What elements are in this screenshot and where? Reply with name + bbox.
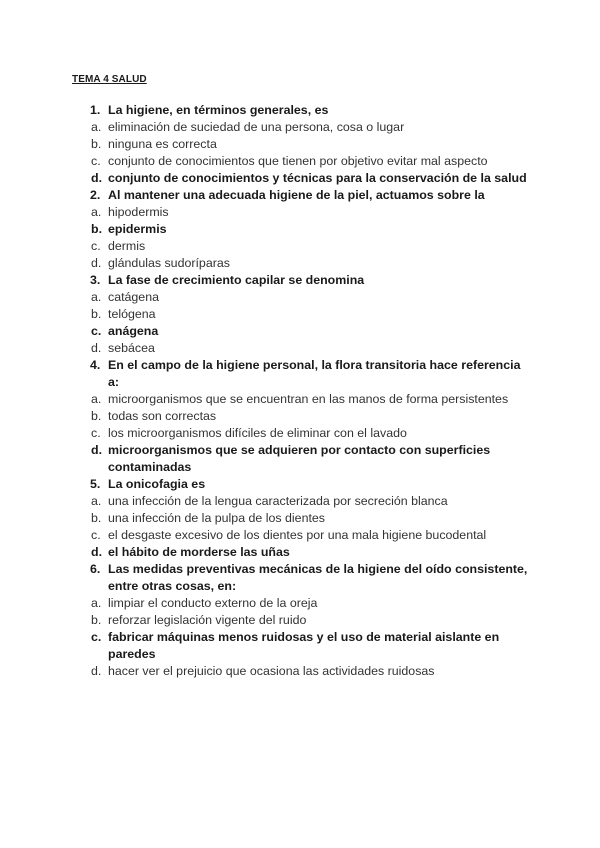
option-list (72, 493, 532, 561)
option-letter: c. (91, 239, 101, 253)
answer-option-correct (72, 442, 532, 476)
option-letter: a. (91, 494, 102, 508)
option-letter: d. (91, 545, 103, 559)
option-letter: a. (91, 205, 102, 219)
answer-option (72, 238, 532, 255)
option-letter: a. (91, 596, 102, 610)
option-text: fabricar máquinas menos ruidosas y el uso de material aislante en paredes (108, 630, 500, 661)
option-text: limpiar el conducto externo de la oreja (108, 596, 318, 610)
answer-option (72, 510, 532, 527)
option-letter: a. (91, 392, 102, 406)
option-list (72, 595, 532, 680)
option-letter: d. (91, 171, 103, 185)
option-text: el hábito de morderse las uñas (108, 545, 290, 559)
option-letter: b. (91, 409, 102, 423)
answer-option (72, 612, 532, 629)
answer-option (72, 136, 532, 153)
option-letter: d. (91, 341, 102, 355)
question-number: 1. (90, 103, 101, 117)
question-text: La fase de crecimiento capilar se denomina (108, 273, 365, 287)
question-item (72, 357, 532, 391)
question-item (72, 476, 532, 493)
option-text: sebácea (108, 341, 155, 355)
option-text: anágena (108, 324, 159, 338)
option-list (72, 119, 532, 187)
option-text: todas son correctas (108, 409, 217, 423)
option-text: reforzar legislación vigente del ruido (108, 613, 307, 627)
option-letter: b. (91, 137, 102, 151)
option-list (72, 289, 532, 357)
option-letter: b. (91, 222, 103, 236)
answer-option (72, 340, 532, 357)
option-text: glándulas sudoríparas (108, 256, 230, 270)
option-letter: c. (91, 324, 102, 338)
answer-option (72, 493, 532, 510)
option-letter: b. (91, 613, 102, 627)
option-letter: c. (91, 154, 101, 168)
option-text: ninguna es correcta (108, 137, 217, 151)
answer-option-correct (72, 170, 532, 187)
option-letter: d. (91, 664, 102, 678)
option-letter: d. (91, 256, 102, 270)
answer-option (72, 153, 532, 170)
question-number: 2. (90, 188, 101, 202)
question-number: 6. (90, 562, 101, 576)
answer-option (72, 425, 532, 442)
option-text: microorganismos que se encuentran en las manos de forma persistentes (108, 392, 509, 406)
document-title: TEMA 4 SALUD (72, 74, 147, 85)
option-text: hipodermis (108, 205, 169, 219)
option-letter: a. (91, 290, 102, 304)
option-text: epidermis (108, 222, 167, 236)
answer-option (72, 306, 532, 323)
question-text: La onicofagia es (108, 477, 206, 491)
answer-option (72, 595, 532, 612)
answer-option (72, 527, 532, 544)
answer-option (72, 663, 532, 680)
option-text: una infección de la lengua caracterizada por secreción blanca (108, 494, 448, 508)
question-number: 5. (90, 477, 101, 491)
question-number: 3. (90, 273, 101, 287)
question-list (72, 102, 532, 680)
option-text: los microorganismos difíciles de eliminar con el lavado (108, 426, 407, 440)
question-item (72, 187, 532, 204)
option-text: conjunto de conocimientos que tienen por objetivo evitar mal aspecto (108, 154, 488, 168)
answer-option (72, 119, 532, 136)
option-letter: c. (91, 630, 102, 644)
option-text: catágena (108, 290, 159, 304)
option-text: eliminación de suciedad de una persona, cosa o lugar (108, 120, 405, 134)
question-text: Las medidas preventivas mecánicas de la higiene del oído consistente, entre otras cosas, en: (108, 562, 528, 593)
option-text: telógena (108, 307, 156, 321)
question-text: Al mantener una adecuada higiene de la piel, actuamos sobre la (108, 188, 485, 202)
answer-option (72, 391, 532, 408)
option-letter: c. (91, 528, 101, 542)
option-text: hacer ver el prejuicio que ocasiona las actividades ruidosas (108, 664, 435, 678)
answer-option-correct (72, 544, 532, 561)
answer-option (72, 255, 532, 272)
option-list (72, 391, 532, 476)
answer-option (72, 204, 532, 221)
option-letter: b. (91, 511, 102, 525)
option-text: conjunto de conocimientos y técnicas para la conservación de la salud (108, 171, 527, 185)
option-letter: a. (91, 120, 102, 134)
question-item (72, 102, 532, 119)
question-item (72, 561, 532, 595)
option-text: dermis (108, 239, 146, 253)
option-letter: d. (91, 443, 103, 457)
answer-option-correct (72, 323, 532, 340)
answer-option (72, 289, 532, 306)
option-list (72, 204, 532, 272)
option-letter: b. (91, 307, 102, 321)
question-number: 4. (90, 358, 101, 372)
question-item (72, 272, 532, 289)
answer-option-correct (72, 221, 532, 238)
answer-option (72, 408, 532, 425)
question-text: En el campo de la higiene personal, la flora transitoria hace referencia a: (108, 358, 521, 389)
option-text: una infección de la pulpa de los dientes (108, 511, 325, 525)
answer-option-correct (72, 629, 532, 663)
question-text: La higiene, en términos generales, es (108, 103, 329, 117)
option-text: microorganismos que se adquieren por contacto con superficies contaminadas (108, 443, 491, 474)
option-text: el desgaste excesivo de los dientes por una mala higiene bucodental (108, 528, 487, 542)
option-letter: c. (91, 426, 101, 440)
